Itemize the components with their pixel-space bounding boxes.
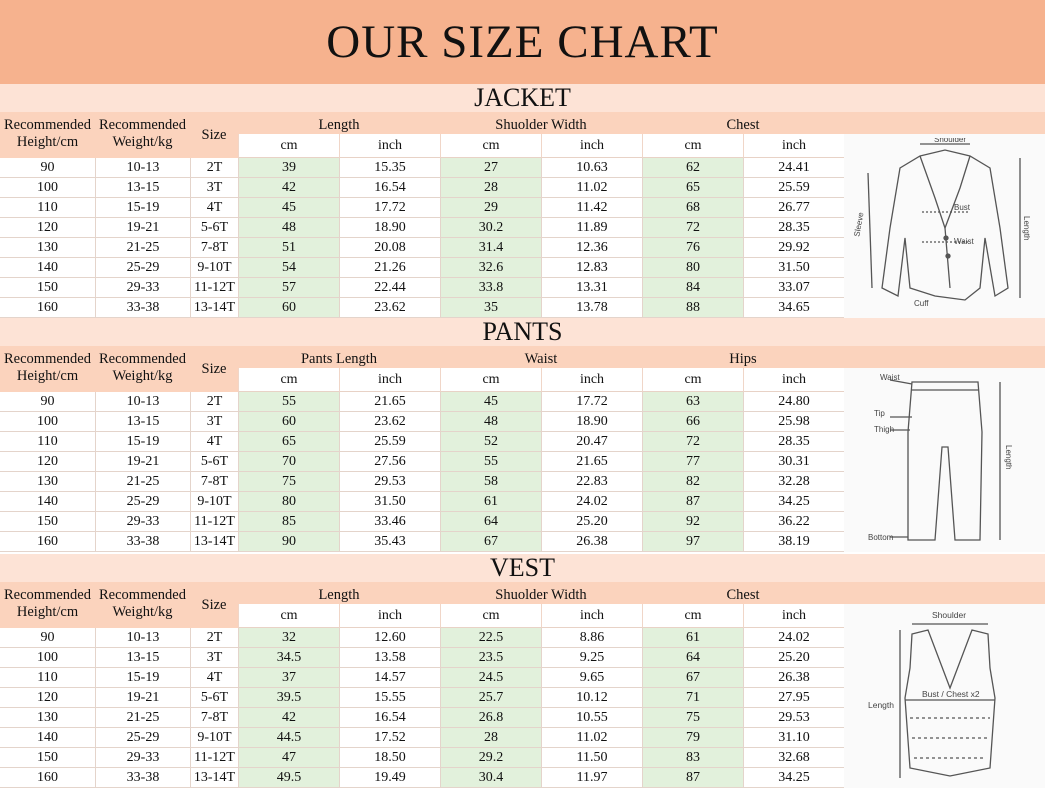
header-cm: cm bbox=[440, 368, 541, 392]
table-cell: 31.10 bbox=[743, 728, 844, 748]
header-group: Pants Length bbox=[238, 346, 440, 368]
table-cell: 120 bbox=[0, 688, 95, 708]
table-cell: 87 bbox=[642, 492, 743, 512]
table-cell: 85 bbox=[238, 512, 339, 532]
header-group: Chest bbox=[642, 112, 844, 134]
table-cell: 66 bbox=[642, 412, 743, 432]
table-cell: 16.54 bbox=[339, 708, 440, 728]
table-cell: 26.77 bbox=[743, 198, 844, 218]
table-cell: 9-10T bbox=[190, 728, 238, 748]
header-inch: inch bbox=[541, 368, 642, 392]
section-title: VEST bbox=[0, 554, 1045, 582]
svg-text:Bust / Chest x2: Bust / Chest x2 bbox=[921, 689, 980, 699]
table-cell: 28 bbox=[440, 178, 541, 198]
table-cell: 47 bbox=[238, 748, 339, 768]
table-cell: 55 bbox=[238, 392, 339, 412]
header-cm: cm bbox=[642, 134, 743, 158]
table-cell: 130 bbox=[0, 238, 95, 258]
table-cell: 33.46 bbox=[339, 512, 440, 532]
table-cell: 57 bbox=[238, 278, 339, 298]
header-recommended-height: Recommended bbox=[0, 112, 95, 134]
svg-text:Shoulder: Shoulder bbox=[931, 610, 966, 620]
table-cell: 15-19 bbox=[95, 432, 190, 452]
table-cell: 24.02 bbox=[541, 492, 642, 512]
table-cell: 17.52 bbox=[339, 728, 440, 748]
table-cell: 10.55 bbox=[541, 708, 642, 728]
svg-text:Cuff: Cuff bbox=[913, 299, 929, 308]
table-cell: 60 bbox=[238, 412, 339, 432]
table-cell: 25.7 bbox=[440, 688, 541, 708]
page-title: OUR SIZE CHART bbox=[0, 0, 1045, 84]
table-cell: 90 bbox=[0, 628, 95, 648]
table-cell: 120 bbox=[0, 452, 95, 472]
table-cell: 4T bbox=[190, 198, 238, 218]
table-cell: 19.49 bbox=[339, 768, 440, 788]
table-cell: 58 bbox=[440, 472, 541, 492]
header-blank bbox=[844, 112, 1045, 134]
svg-text:Bottom: Bottom bbox=[867, 533, 893, 542]
table-cell: 160 bbox=[0, 298, 95, 318]
header-cm: cm bbox=[238, 368, 339, 392]
table-cell: 10.63 bbox=[541, 158, 642, 178]
header-height: Height/cm bbox=[0, 134, 95, 158]
table-cell: 13-14T bbox=[190, 298, 238, 318]
header-recommended-height: Recommended bbox=[0, 346, 95, 368]
table-cell: 7-8T bbox=[190, 472, 238, 492]
table-cell: 150 bbox=[0, 748, 95, 768]
table-cell: 27.95 bbox=[743, 688, 844, 708]
table-cell: 87 bbox=[642, 768, 743, 788]
table-cell: 150 bbox=[0, 512, 95, 532]
table-cell: 83 bbox=[642, 748, 743, 768]
table-cell: 25.20 bbox=[743, 648, 844, 668]
table-cell: 33.8 bbox=[440, 278, 541, 298]
header-inch: inch bbox=[541, 134, 642, 158]
illustration-vest bbox=[844, 604, 1045, 788]
header-recommended-weight: Recommended bbox=[95, 582, 190, 604]
table-cell: 23.5 bbox=[440, 648, 541, 668]
table-cell: 7-8T bbox=[190, 708, 238, 728]
header-inch: inch bbox=[339, 604, 440, 628]
table-cell: 29-33 bbox=[95, 512, 190, 532]
table-cell: 45 bbox=[440, 392, 541, 412]
table-cell: 18.90 bbox=[339, 218, 440, 238]
table-cell: 39.5 bbox=[238, 688, 339, 708]
table-cell: 33-38 bbox=[95, 768, 190, 788]
table-cell: 120 bbox=[0, 218, 95, 238]
header-inch: inch bbox=[743, 604, 844, 628]
illustration-pants bbox=[844, 368, 1045, 552]
table-cell: 110 bbox=[0, 668, 95, 688]
table-cell: 65 bbox=[642, 178, 743, 198]
table-cell: 11.02 bbox=[541, 728, 642, 748]
table-cell: 27.56 bbox=[339, 452, 440, 472]
pants-diagram-icon bbox=[850, 372, 1040, 548]
table-cell: 54 bbox=[238, 258, 339, 278]
table-cell: 4T bbox=[190, 668, 238, 688]
header-height: Height/cm bbox=[0, 368, 95, 392]
table-cell: 130 bbox=[0, 708, 95, 728]
table-cell: 25.20 bbox=[541, 512, 642, 532]
table-cell: 29.53 bbox=[743, 708, 844, 728]
table-cell: 31.50 bbox=[339, 492, 440, 512]
table-cell: 4T bbox=[190, 432, 238, 452]
svg-text:Length: Length bbox=[1021, 216, 1031, 241]
table-cell: 34.5 bbox=[238, 648, 339, 668]
table-cell: 72 bbox=[642, 218, 743, 238]
table-cell: 13.58 bbox=[339, 648, 440, 668]
table-cell: 3T bbox=[190, 412, 238, 432]
table-cell: 51 bbox=[238, 238, 339, 258]
table-cell: 20.47 bbox=[541, 432, 642, 452]
table-cell: 88 bbox=[642, 298, 743, 318]
table-cell: 27 bbox=[440, 158, 541, 178]
table-cell: 2T bbox=[190, 628, 238, 648]
table-cell: 32.6 bbox=[440, 258, 541, 278]
table-cell: 20.08 bbox=[339, 238, 440, 258]
table-cell: 61 bbox=[642, 628, 743, 648]
table-cell: 35.43 bbox=[339, 532, 440, 552]
table-cell: 63 bbox=[642, 392, 743, 412]
header-recommended-height: Recommended bbox=[0, 582, 95, 604]
header-inch: inch bbox=[339, 368, 440, 392]
table-cell: 49.5 bbox=[238, 768, 339, 788]
header-height: Height/cm bbox=[0, 604, 95, 628]
header-blank bbox=[844, 346, 1045, 368]
table-cell: 34.25 bbox=[743, 492, 844, 512]
table-cell: 24.41 bbox=[743, 158, 844, 178]
table-cell: 3T bbox=[190, 648, 238, 668]
table-cell: 22.5 bbox=[440, 628, 541, 648]
table-cell: 29.2 bbox=[440, 748, 541, 768]
table-cell: 26.38 bbox=[743, 668, 844, 688]
table-cell: 38.19 bbox=[743, 532, 844, 552]
table-cell: 150 bbox=[0, 278, 95, 298]
table-cell: 26.38 bbox=[541, 532, 642, 552]
table-cell: 15.35 bbox=[339, 158, 440, 178]
svg-text:Tip: Tip bbox=[873, 409, 885, 418]
table-cell: 26.8 bbox=[440, 708, 541, 728]
table-cell: 34.65 bbox=[743, 298, 844, 318]
table-cell: 29.92 bbox=[743, 238, 844, 258]
table-cell: 13-14T bbox=[190, 768, 238, 788]
table-cell: 21.65 bbox=[541, 452, 642, 472]
table-cell: 64 bbox=[440, 512, 541, 532]
table-cell: 33-38 bbox=[95, 532, 190, 552]
svg-text:Thigh: Thigh bbox=[873, 425, 894, 434]
header-cm: cm bbox=[440, 134, 541, 158]
table-cell: 18.50 bbox=[339, 748, 440, 768]
svg-text:Length: Length bbox=[867, 700, 894, 710]
table-cell: 10-13 bbox=[95, 158, 190, 178]
table-cell: 21.26 bbox=[339, 258, 440, 278]
table-cell: 9-10T bbox=[190, 258, 238, 278]
svg-text:Length: Length bbox=[1003, 445, 1013, 470]
table-cell: 52 bbox=[440, 432, 541, 452]
header-cm: cm bbox=[238, 604, 339, 628]
table-cell: 28.35 bbox=[743, 218, 844, 238]
table-cell: 14.57 bbox=[339, 668, 440, 688]
table-cell: 82 bbox=[642, 472, 743, 492]
table-cell: 13-14T bbox=[190, 532, 238, 552]
table-cell: 140 bbox=[0, 492, 95, 512]
table-cell: 11.50 bbox=[541, 748, 642, 768]
table-cell: 67 bbox=[642, 668, 743, 688]
table-cell: 12.83 bbox=[541, 258, 642, 278]
table-cell: 97 bbox=[642, 532, 743, 552]
table-cell: 110 bbox=[0, 198, 95, 218]
table-cell: 5-6T bbox=[190, 452, 238, 472]
section-title: JACKET bbox=[0, 84, 1045, 112]
header-cm: cm bbox=[440, 604, 541, 628]
table-cell: 11.97 bbox=[541, 768, 642, 788]
table-cell: 75 bbox=[642, 708, 743, 728]
table-cell: 37 bbox=[238, 668, 339, 688]
table-cell: 100 bbox=[0, 412, 95, 432]
table-cell: 29-33 bbox=[95, 748, 190, 768]
jacket-diagram-icon bbox=[850, 138, 1040, 314]
table-cell: 10-13 bbox=[95, 628, 190, 648]
table-cell: 64 bbox=[642, 648, 743, 668]
header-group: Length bbox=[238, 112, 440, 134]
table-cell: 80 bbox=[642, 258, 743, 278]
table-cell: 32.68 bbox=[743, 748, 844, 768]
table-cell: 7-8T bbox=[190, 238, 238, 258]
table-cell: 13-15 bbox=[95, 178, 190, 198]
table-cell: 21-25 bbox=[95, 472, 190, 492]
table-cell: 76 bbox=[642, 238, 743, 258]
table-cell: 72 bbox=[642, 432, 743, 452]
table-cell: 48 bbox=[440, 412, 541, 432]
table-cell: 90 bbox=[0, 392, 95, 412]
table-cell: 35 bbox=[440, 298, 541, 318]
header-weight: Weight/kg bbox=[95, 604, 190, 628]
vest-diagram-icon bbox=[850, 608, 1040, 784]
table-cell: 44.5 bbox=[238, 728, 339, 748]
header-size: Size bbox=[190, 346, 238, 392]
header-group: Waist bbox=[440, 346, 642, 368]
table-cell: 29 bbox=[440, 198, 541, 218]
table-cell: 13.78 bbox=[541, 298, 642, 318]
table-cell: 18.90 bbox=[541, 412, 642, 432]
table-cell: 33.07 bbox=[743, 278, 844, 298]
table-cell: 15-19 bbox=[95, 198, 190, 218]
table-cell: 11.42 bbox=[541, 198, 642, 218]
svg-text:Shoulder: Shoulder bbox=[933, 138, 966, 144]
table-cell: 79 bbox=[642, 728, 743, 748]
header-size: Size bbox=[190, 582, 238, 628]
table-cell: 19-21 bbox=[95, 452, 190, 472]
header-group: Length bbox=[238, 582, 440, 604]
table-cell: 31.50 bbox=[743, 258, 844, 278]
svg-text:Sleeve: Sleeve bbox=[851, 211, 866, 238]
table-cell: 80 bbox=[238, 492, 339, 512]
table-cell: 28.35 bbox=[743, 432, 844, 452]
table-cell: 19-21 bbox=[95, 688, 190, 708]
table-cell: 25.98 bbox=[743, 412, 844, 432]
table-cell: 24.02 bbox=[743, 628, 844, 648]
table-cell: 65 bbox=[238, 432, 339, 452]
table-cell: 11-12T bbox=[190, 278, 238, 298]
header-recommended-weight: Recommended bbox=[95, 346, 190, 368]
table-cell: 25-29 bbox=[95, 728, 190, 748]
table-cell: 9.25 bbox=[541, 648, 642, 668]
table-cell: 13-15 bbox=[95, 648, 190, 668]
header-cm: cm bbox=[238, 134, 339, 158]
header-weight: Weight/kg bbox=[95, 134, 190, 158]
table-cell: 75 bbox=[238, 472, 339, 492]
svg-text:Waist: Waist bbox=[879, 373, 900, 382]
table-cell: 29.53 bbox=[339, 472, 440, 492]
table-cell: 110 bbox=[0, 432, 95, 452]
header-inch: inch bbox=[743, 368, 844, 392]
table-cell: 30.31 bbox=[743, 452, 844, 472]
table-cell: 45 bbox=[238, 198, 339, 218]
table-cell: 48 bbox=[238, 218, 339, 238]
table-cell: 71 bbox=[642, 688, 743, 708]
table-cell: 42 bbox=[238, 708, 339, 728]
table-cell: 24.80 bbox=[743, 392, 844, 412]
table-cell: 67 bbox=[440, 532, 541, 552]
section-pants bbox=[0, 318, 1045, 552]
table-cell: 11-12T bbox=[190, 512, 238, 532]
table-cell: 34.25 bbox=[743, 768, 844, 788]
table-cell: 2T bbox=[190, 392, 238, 412]
section-vest bbox=[0, 554, 1045, 788]
table-cell: 77 bbox=[642, 452, 743, 472]
illustration-jacket bbox=[844, 134, 1045, 318]
table-cell: 33-38 bbox=[95, 298, 190, 318]
table-cell: 11-12T bbox=[190, 748, 238, 768]
table-cell: 10.12 bbox=[541, 688, 642, 708]
table-cell: 32.28 bbox=[743, 472, 844, 492]
table-cell: 92 bbox=[642, 512, 743, 532]
table-cell: 5-6T bbox=[190, 218, 238, 238]
table-cell: 55 bbox=[440, 452, 541, 472]
table-cell: 62 bbox=[642, 158, 743, 178]
table-cell: 21-25 bbox=[95, 238, 190, 258]
table-cell: 8.86 bbox=[541, 628, 642, 648]
table-cell: 17.72 bbox=[541, 392, 642, 412]
table-cell: 5-6T bbox=[190, 688, 238, 708]
table-cell: 70 bbox=[238, 452, 339, 472]
header-blank bbox=[844, 582, 1045, 604]
table-cell: 30.2 bbox=[440, 218, 541, 238]
table-cell: 9-10T bbox=[190, 492, 238, 512]
table-cell: 28 bbox=[440, 728, 541, 748]
table-cell: 90 bbox=[238, 532, 339, 552]
table-cell: 160 bbox=[0, 532, 95, 552]
header-cm: cm bbox=[642, 604, 743, 628]
table-cell: 25.59 bbox=[743, 178, 844, 198]
table-cell: 21.65 bbox=[339, 392, 440, 412]
table-cell: 90 bbox=[0, 158, 95, 178]
table-cell: 21-25 bbox=[95, 708, 190, 728]
table-cell: 32 bbox=[238, 628, 339, 648]
table-cell: 36.22 bbox=[743, 512, 844, 532]
table-cell: 13.31 bbox=[541, 278, 642, 298]
table-cell: 23.62 bbox=[339, 412, 440, 432]
header-group: Hips bbox=[642, 346, 844, 368]
section-title: PANTS bbox=[0, 318, 1045, 346]
table-cell: 23.62 bbox=[339, 298, 440, 318]
header-size: Size bbox=[190, 112, 238, 158]
table-cell: 12.36 bbox=[541, 238, 642, 258]
table-cell: 9.65 bbox=[541, 668, 642, 688]
header-weight: Weight/kg bbox=[95, 368, 190, 392]
table-cell: 10-13 bbox=[95, 392, 190, 412]
table-cell: 19-21 bbox=[95, 218, 190, 238]
table-cell: 42 bbox=[238, 178, 339, 198]
table-cell: 25-29 bbox=[95, 492, 190, 512]
table-cell: 15.55 bbox=[339, 688, 440, 708]
table-cell: 25-29 bbox=[95, 258, 190, 278]
table-cell: 84 bbox=[642, 278, 743, 298]
table-cell: 160 bbox=[0, 768, 95, 788]
table-cell: 140 bbox=[0, 258, 95, 278]
header-inch: inch bbox=[339, 134, 440, 158]
table-cell: 24.5 bbox=[440, 668, 541, 688]
svg-text:Waist: Waist bbox=[953, 237, 974, 246]
table-cell: 60 bbox=[238, 298, 339, 318]
header-recommended-weight: Recommended bbox=[95, 112, 190, 134]
table-cell: 68 bbox=[642, 198, 743, 218]
table-cell: 130 bbox=[0, 472, 95, 492]
table-cell: 29-33 bbox=[95, 278, 190, 298]
table-cell: 100 bbox=[0, 648, 95, 668]
header-cm: cm bbox=[642, 368, 743, 392]
header-group: Shuolder Width bbox=[440, 112, 642, 134]
table-cell: 61 bbox=[440, 492, 541, 512]
table-cell: 100 bbox=[0, 178, 95, 198]
table-cell: 15-19 bbox=[95, 668, 190, 688]
table-cell: 13-15 bbox=[95, 412, 190, 432]
table-cell: 30.4 bbox=[440, 768, 541, 788]
table-cell: 2T bbox=[190, 158, 238, 178]
table-cell: 16.54 bbox=[339, 178, 440, 198]
table-cell: 140 bbox=[0, 728, 95, 748]
table-cell: 31.4 bbox=[440, 238, 541, 258]
header-inch: inch bbox=[743, 134, 844, 158]
header-group: Chest bbox=[642, 582, 844, 604]
table-cell: 39 bbox=[238, 158, 339, 178]
table-cell: 22.44 bbox=[339, 278, 440, 298]
table-cell: 3T bbox=[190, 178, 238, 198]
table-cell: 17.72 bbox=[339, 198, 440, 218]
table-cell: 11.89 bbox=[541, 218, 642, 238]
table-cell: 22.83 bbox=[541, 472, 642, 492]
svg-text:Bust: Bust bbox=[953, 203, 970, 212]
table-cell: 25.59 bbox=[339, 432, 440, 452]
header-group: Shuolder Width bbox=[440, 582, 642, 604]
section-jacket bbox=[0, 84, 1045, 318]
header-inch: inch bbox=[541, 604, 642, 628]
table-cell: 11.02 bbox=[541, 178, 642, 198]
table-cell: 12.60 bbox=[339, 628, 440, 648]
